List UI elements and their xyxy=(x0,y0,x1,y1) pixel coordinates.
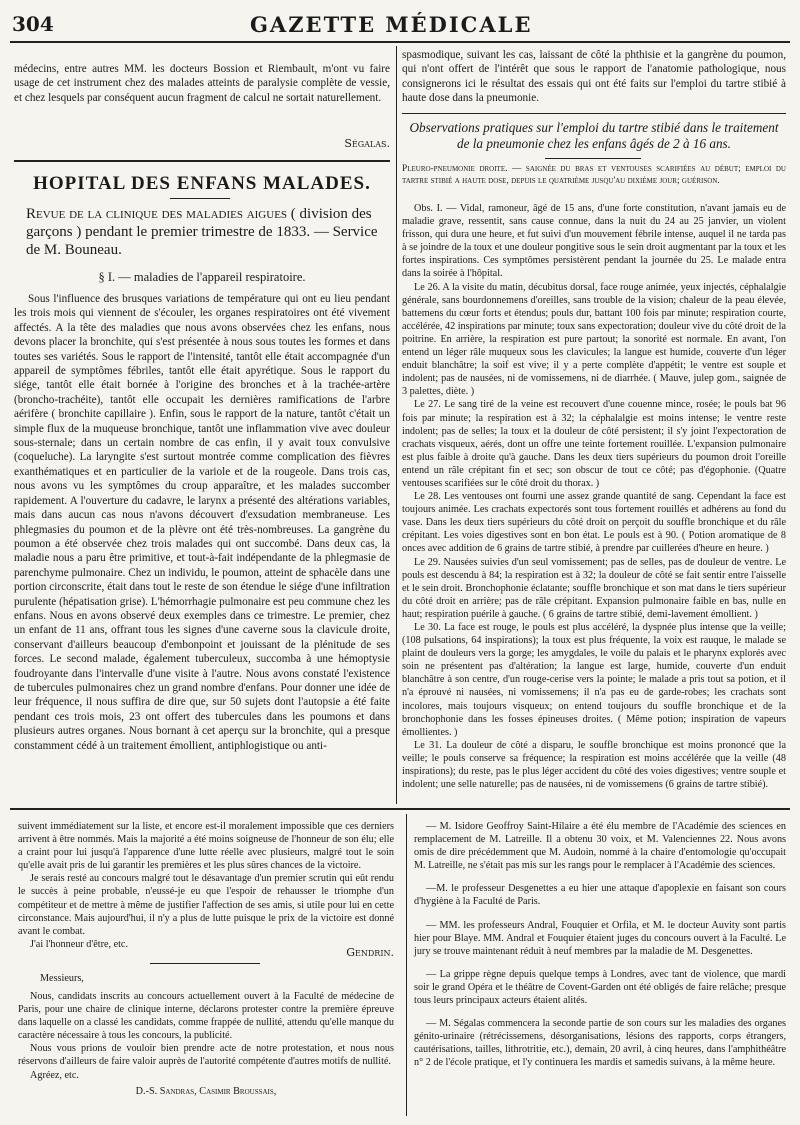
bottom-column-divider xyxy=(406,814,407,1116)
case-observations xyxy=(402,202,786,804)
letter-paragraph: J'ai l'honneur d'être, etc. xyxy=(30,938,129,950)
gendrin-letter xyxy=(18,820,394,951)
news-item: — M. Isidore Geoffroy Saint-Hilaire a été élu membre de l'Académie des sciences en remplacement de M. Latreille. Il a obtenu 30 voix, et M. Valenciennes 22. Nous avons omis de dire précédemment que M. Audoin, nommé à la chaire d'entomologie qu'occupait M. Latreille, ne s'était pas mis sur les rangs pour le remplacer à l'Académie des sciences. xyxy=(414,821,786,872)
header-rule xyxy=(10,41,790,43)
protest-paragraph: Nous, candidats inscrits au concours actuellement ouvert à la Faculté de médecine de Paris, pour une chaire de clinique interne, déclarons protester contre la première épreuve dans laquelle on a classé les candidats, comme frappée de nullité, attendu qu'elle manque du caractère nécessaire à tous les concours, la publicité. xyxy=(18,991,394,1042)
signature-segalas: Ségalas. xyxy=(344,137,390,150)
news-item: — La grippe règne depuis quelque temps à Londres, avec tant de violence, que mardi soir le grand Opéra et le théâtre de Covent-Garden ont été obligés de faire relâche; presque tous leurs principaux acteurs étaient alités. xyxy=(414,968,786,1007)
title-underline xyxy=(170,198,230,199)
bottom-section-rule xyxy=(10,808,790,810)
segalas-text: médecins, entre autres MM. les docteurs Bossion et Riembault, m'ont vu faire usage de cet instrument chez des malades atteints de paralysie complète de vessie, et chez lesquels par conséquent aucun fragment de calcul ne sortait naturellement. xyxy=(14,63,390,104)
obs-rule-top xyxy=(402,113,786,114)
protest-paragraph: Nous vous prions de vouloir bien prendre acte de notre protestation, et nous nous réservons d'ailleurs de faire valoir auprès de l'autorité compétente d'autres motifs de nullité. xyxy=(18,1043,394,1068)
obs-paragraph: Le 30. La face est rouge, le pouls est plus accéléré, la dyspnée plus intense que la veille; (108 pulsations, 64 inspirations); la toux est plus fréquente, la voix est rauque, le malade se plaint de douleurs vers la gorge; les amygdales, le voile du palais et le pharynx explorés avec soin ne présentent pas d'altération; la langue est large, humide, couverte d'un enduit blanchâtre à son centre, d'un rouge-cerise vers la pointe; le malade a pris tout sa potion, et il n'a éprouvé ni nausées, ni vomissemens; il n'a pas eu de garde-robes; les crachats sont incolores, mais toujours visqueux; on entend toujours du souffle bronchique et de la bronchophonie dans les fosses épineuses droites. ( Même potion; inspiration de vapeurs émollientes. ) xyxy=(402,622,786,738)
hospital-body xyxy=(14,292,390,804)
observations-title: Observations pratiques sur l'emploi du tartre stibié dans le traitement de la pneumonie chez les enfans âgés de 2 à 16 ans. xyxy=(409,120,779,151)
hospital-title: HOPITAL DES ENFANS MALADES. xyxy=(33,173,371,194)
obs-paragraph: Le 28. Les ventouses ont fourni une assez grande quantité de sang. Cependant la face est toujours animée. Les crachats expectorés sont tous fortement rouillés et adhérens au fond du vase. Dans les deux tiers supérieurs du côté droit on perçoit du souffle bronchique et du râle crépitant. Les voies digestives sont en bon état. Le pouls est à 90. ( Potion aromatique de 8 onces avec addition de 6 grains de tartre stibié, à prendre par cuillerées d'heure en heure. ) xyxy=(402,491,786,555)
obs-paragraph: Le 29. Nausées suivies d'un seul vomissement; pas de selles, pas de douleur de ventre. Le pouls est descendu à 84; la respiration est à 32; la douleur de côté se fait sentir entre l'aisselle et le sein droit. Bronchophonie éclatante; souffle bronchique et son mat dans le tiers supérieur du côté droit en arrière; pas de râle crépitant. Expansion pulmonaire faible en bas, nulle en haut; respiration puérile à gauche. ( 6 grains de tartre stibié, demi-lavement émollient. ) xyxy=(402,556,786,620)
protest-paragraph: Agréez, etc. xyxy=(30,1069,79,1081)
letter-paragraph: suivent immédiatement sur la liste, et encore est-il moralement impossible que ces derniers arrivent à être nommés. Mais la majorité a été moins soigneuse de l'honneur de son élu; elle a craint pour lui jusqu'à l'apparence d'une lutte réelle avec plusieurs, malgré tout le soin qu'elle avait pris de lui garantir les premières et les plus sûres chances de la victoire. xyxy=(18,821,394,872)
news-item: —M. le professeur Desgenettes a eu hier une attaque d'apoplexie en faisant son cours d'hygiène à la Faculté de Paris. xyxy=(414,883,786,908)
column-divider xyxy=(396,46,397,804)
revue-smallcaps: Revue de la clinique des maladies aigues xyxy=(26,206,288,222)
section-rule xyxy=(14,160,390,162)
revue-rest: ( division des garçons ) pendant le premier trimestre de 1833. — Service de M. Bouneau. xyxy=(26,206,378,258)
salutation: Messieurs, xyxy=(40,973,84,984)
obs-paragraph: Obs. I. — Vidal, ramoneur, âgé de 15 ans, d'une forte constitution, n'avant jamais eu de maladie grave, ressentit, sans cause connue, dans la nuit du 24 au 25 janvier, un violent frisson, qui dura une heure, et fut suivi d'un mouvement fébrile intense, auquel il ne tarda pas à se joindre de la toux et une douleur pongitive sous le sein droit augmentant par la toux et les fortes inspirations. Ces symptômes persistèrent pendant la journée du 25. Le malade entra dans la soirée à l'hôpital. xyxy=(402,203,786,280)
continuation-text: spasmodique, suivant les cas, laissant de côté la phthisie et la gangrène du poumon, qui n'ont offert de l'intérêt que sous le rapport de l'anatomie pathologique, nous consignerons ici le résultat des essais qui ont été faits sur l'emploi du tartre stibié à haute dose dans la pneumonie. xyxy=(402,49,786,105)
signature-gendrin: Gendrin. xyxy=(346,946,394,959)
revue-heading xyxy=(26,205,386,259)
news-item: — M. Ségalas commencera la seconde partie de son cours sur les maladies des organes génito-urinaire (rétrécissemens, désorganisations, lésions des rapports, corps étrangers, cautérisations, tailles, lithrotritie, etc.), demain, 20 avril, à cinq heures, dans l'amphithéâtre n° 2 de l'école pratique, et l'y continuera les mardis et samedis suivans, à la même heure. xyxy=(414,1018,786,1069)
case-heading: Pleuro-pneumonie droite. — saignée du bras et ventouses scarifiées au début; emploi du tartre stibié a haute dose, depuis le quatrième jusqu'au dixième jour; guérison. xyxy=(402,164,786,186)
top-left-paragraph xyxy=(14,62,390,105)
letter-separator xyxy=(150,963,260,964)
obs-paragraph: Le 27. Le sang tiré de la veine est recouvert d'une couenne mince, rosée; le pouls bat 96 fois par minute; la respiration est à 32; la céphalalgie est moins intense; le ventre reste indolent; pas de selles; la toux et la douleur de côté persistent; il s'y joint l'expectoration de crachats visqueux, aérés, dont un offre une teinte fortement rouillée. L'expansion pulmonaire est plus faible à droite qu'à gauche. Dans les deux tiers supérieurs du poumon droit l'oreille entend un râle crépitant fin et sec; son obscur de tout ce côté; pas d'égophonie. (Quatre ventouses scarifiées sur le côté droit du thorax. ) xyxy=(402,399,786,489)
news-items xyxy=(414,820,786,1080)
journal-title: GAZETTE MÉDICALE xyxy=(250,12,533,37)
obs-rule-bottom xyxy=(545,158,641,159)
hospital-body-text: Sous l'influence des brusques variations de température qui ont eu lieu pendant les trois mois qui viennent de s'écouler, les organes respiratoires ont été vivement affectés. A la tête des maladies que nous avons observées chez les enfans, nous devons placer la bronchite, qui s'est présentée à nous sous toutes les formes et dans toutes ses variétés. Sous le rapport de l'intensité, tantôt elle était accompagnée d'un appareil de symptômes fébriles, tantôt elle était apyrétique. Sous le rapport du siége, tantôt elle était bornée à l'origine des bronches et à la trachée-artère (broncho-trachéite), tantôt elle occupait les dernières ramifications de l'arbre aérifère ( bronchite capillaire ). Enfin, sous le rapport de la nature, tantôt c'était un simple flux de la muqueuse bronchique, tantôt une inflammation vive avec douleur sous-sternale; dans un certain nombre de cas enfin, il y avait toux convulsive (coqueluche). La laryngite s'est surtout montrée comme complication des fièvres exanthématiques et en particulier de la variole et de la rougeole. Dans trois cas, nous avons vu les symptômes du croup apparaître, et les malades succomber rapidement. A l'ouverture du cadavre, le larynx a présenté des altérations variables, mais dans aucun cas nous n'avons découvert d'exsudation membraneuse. Les phlegmasies du poumon et de la plèvre ont été très-nombreuses. La gangrène du poumon a été observée chez trois malades qui ont succombé. Dans deux cas, la maladie nous a paru être primitive, et tout-à-fait indépendante de la phlegmasie de parenchyme pulmonaire. Chez un individu, le poumon, atteint de sphacèle dans une portion circonscrite, était dans tout le reste de son étendue le siége d'une infiltration purulente (hépatisation grise). L'hémorrhagie pulmonaire est peu commune chez les enfans. Nous en avons observé deux exemples dans ce trimestre. Le premier, chez un enfant de 11 ans, offrant tous les signes d'une caverne sous la clavicule droite, conservant d'ailleurs beaucoup d'embonpoint et jouissant de la plénitude de ses forces. Le second malade, également tuberculeux, succomba à une hémoptysie foudroyante dans l'intervalle d'une visite à l'autre. Nous avons constaté l'existence de tubercules pulmonaires chez un grand nombre d'enfans. Pour donner une idée de leur fréquence, il nous suffira de dire que, sur 50 sujets dont l'autopsie a été faite pendant ces trois mois, 23 ont offert des tubercules dans les poumons et dans plusieurs autres organes. Nous bornant à cet aperçu sur la bronchite, qui a presque constamment cédé à un traitement émollient, antiphlogistique ou anti- xyxy=(14,293,390,752)
news-item: — MM. les professeurs Andral, Fouquier et Orfila, et M. le docteur Auvity sont partis hier pour Blaye. MM. Andral et Fouquier étaient juges du concours ouvert à la Faculté. Le jury se trouve maintenant réduit à neuf membres par la maladie de M. Desgenettes. xyxy=(414,919,786,957)
page-number: 304 xyxy=(12,12,54,36)
letter-paragraph: Je serais resté au concours malgré tout le désavantage d'un premier scrutin qui eût rendu le succès à peine probable, n'eussé-je eu que l'espoir de rehausser le triomphe d'un compétiteur et de mettre à même de justifier l'affection de ses amis, si utile pour lui en cette circonstance. Mais aujourd'hui, il n'y a plus de lutte puisque le prix de la victoire est donné avant le combat. xyxy=(18,873,394,937)
section-heading: § I. — maladies de l'appareil respiratoire. xyxy=(98,270,306,284)
protest-signatures: D.-S. Sandras, Casimir Broussais, xyxy=(135,1086,277,1097)
obs-paragraph: Le 31. La douleur de côté a disparu, le souffle bronchique est moins prononcé que la veille; le pouls conserve sa fréquence; la respiration est moins accélérée que la veille (48 inspirations); du reste, pas le plus léger accident du côté des voies digestives; ventre souple et indolent; une selle naturelle; pas de nausées, ni de vomissemens (6 grains de tartre stibié). xyxy=(402,739,786,791)
right-continuation xyxy=(402,48,786,106)
obs-paragraph: Le 26. A la visite du matin, décubitus dorsal, face rouge animée, yeux injectés, céphalalgie générale, sans bourdonnemens d'oreilles, sans trouble de la vision; chaleur de la peau élevée, battemens du cœur forts et étendus; pouls dur, battant 100 fois par minute; respiration courte, accélérée, 42 inspirations par minute; toux sans expectoration; douleur vive du côté droit de la poitrine. En arrière, la respiration est pure partout; la sonorité est normale. En avant, l'on entend un léger râle muqueux sous les clavicules; la langue est humide, couverte d'un léger enduit blanchâtre; la soif est vive; il y a perte complète d'appétit; le ventre est souple et indolent; pas de nausées, ni de vomissemens, ni de diarrhée. ( Mauve, julep gom., saignée de 3 palettes, diète. ) xyxy=(402,281,786,398)
protest-letter xyxy=(18,990,394,1082)
